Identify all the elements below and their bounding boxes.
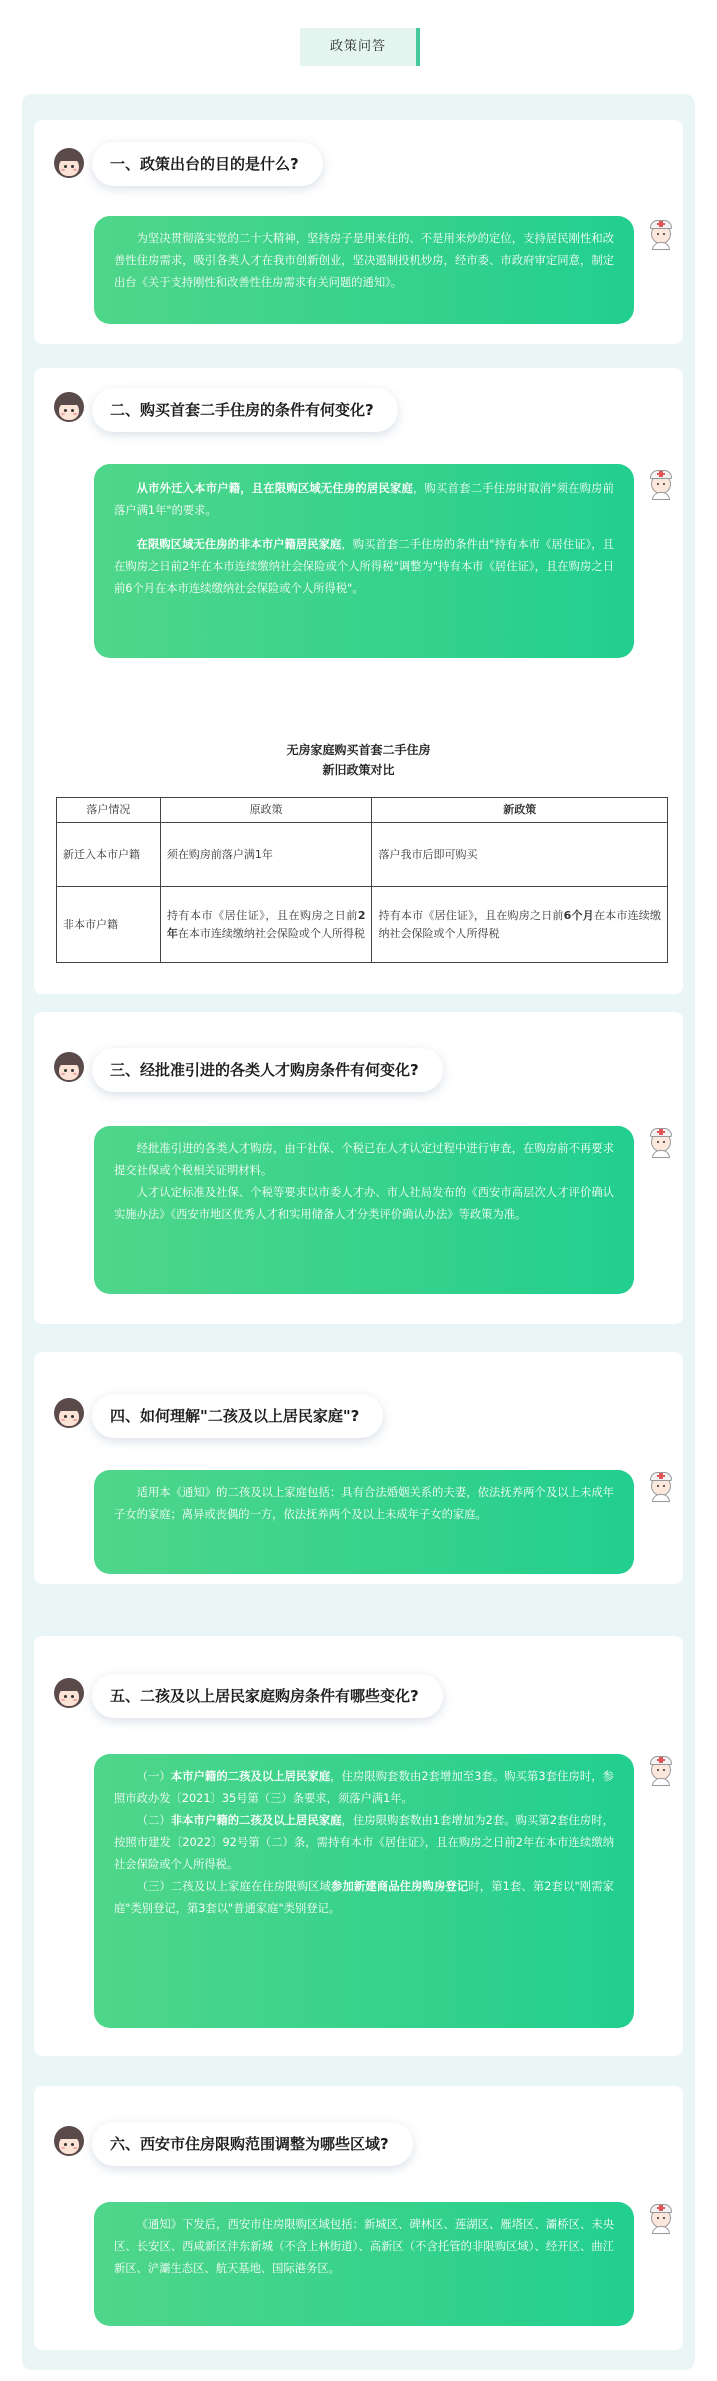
doctor-icon [648, 1756, 674, 1786]
doctor-icon [648, 1128, 674, 1158]
answer-bubble [94, 1126, 634, 1294]
answer-text: ，购买首套二手住房的条件由"持有本市《居住证》，且在购房之日前2年在本市连续缴纳社会保险或个人所得税"调整为"持有本市《居住证》，且在购房之日前6个月在本市连续缴纳社会保险或个人所得税"。 [114, 538, 614, 595]
answer-text: 经批准引进的各类人才购房，由于社保、个税已在人才认定过程中进行审查，在购房前不再要求提交社保或个税相关证明材料。 [114, 1142, 614, 1177]
answer-text: ，住房限购套数由1套增加为2套。购买第2套住房时，按照市建发〔2022〕92号第（二）条，需持有本市《居住证》，且在购房之日前2年在本市连续缴纳社会保险或个人所得税。 [114, 1814, 614, 1871]
comparison-table [56, 797, 668, 963]
answer-bubble [94, 1470, 634, 1574]
table-subtitle: 新旧政策对比 [322, 763, 395, 777]
answer-text: （二） [136, 1814, 171, 1827]
table-cell [372, 887, 668, 963]
doctor-icon [648, 2204, 674, 2234]
answer-bold-text: 从市外迁入本市户籍，且在限购区域无住房的居民家庭 [136, 482, 413, 495]
table-cell: 须在购房前落户满1年 [160, 823, 372, 887]
table-title: 无房家庭购买首套二手住房 [286, 743, 431, 757]
qa-card-6 [34, 2086, 683, 2350]
avatar-icon [54, 1678, 84, 1708]
answer-paragraph [114, 534, 614, 600]
answer-paragraph [114, 1876, 614, 1920]
qa-card-3 [34, 1012, 683, 1324]
avatar-icon [54, 1398, 84, 1428]
answer-bold-text: 在限购区域无住房的非本市户籍居民家庭 [136, 538, 342, 551]
answer-text: 为坚决贯彻落实党的二十大精神，坚持房子是用来住的、不是用来炒的定位，支持居民刚性和改善性住房需求，吸引各类人才在我市创新创业，坚决遏制投机炒房，经市委、市政府审定同意，制定出台《关于支持刚性和改善性住房需求有关问题的通知》。 [114, 232, 614, 289]
question-title: 一、政策出台的目的是什么? [92, 142, 323, 186]
answer-bold-text: 参加新建商品住房购房登记 [331, 1880, 469, 1893]
answer-paragraph [114, 478, 614, 522]
section-tag: 政策问答 [300, 28, 420, 66]
avatar-icon [54, 1052, 84, 1082]
table-header-cell: 新政策 [372, 798, 668, 823]
qa-card-1 [34, 120, 683, 344]
answer-bold-text: 非本市户籍的二孩及以上居民家庭 [170, 1814, 342, 1827]
table-row [57, 823, 668, 887]
answer-text: 《通知》下发后，西安市住房限购区域包括：新城区、碑林区、莲湖区、雁塔区、灞桥区、未央区、长安区、西咸新区沣东新城（不含上林街道）、高新区（不含托管的非限购区域）、经开区、曲江新区、浐灞生态区、航天基地、国际港务区。 [114, 2218, 614, 2275]
cell-text: 在本市连续缴纳社会保险或个人所得税 [378, 908, 662, 940]
table-cell: 新迁入本市户籍 [57, 823, 161, 887]
question-title: 四、如何理解"二孩及以上居民家庭"? [92, 1394, 383, 1438]
answer-text: ，购买首套二手住房时取消"须在购房前落户满1年"的要求。 [114, 482, 614, 517]
cell-text: 持有本市《居住证》，且在购房之日前 [166, 908, 358, 922]
table-header-cell: 原政策 [160, 798, 372, 823]
answer-bubble [94, 464, 634, 658]
answer-text: 适用本《通知》的二孩及以上家庭包括：具有合法婚姻关系的夫妻，依法抚养两个及以上未成年子女的家庭；离异或丧偶的一方，依法抚养两个及以上未成年子女的家庭。 [114, 1486, 614, 1521]
answer-bold-text: 本市户籍的二孩及以上居民家庭 [170, 1770, 331, 1783]
avatar-icon [54, 148, 84, 178]
table-cell: 落户我市后即可购买 [372, 823, 668, 887]
cell-bold-text: 2年 [166, 908, 366, 940]
cell-bold-text: 6个月 [563, 908, 594, 922]
answer-paragraph [114, 1810, 614, 1876]
avatar-icon [54, 392, 84, 422]
table-cell: 非本市户籍 [57, 887, 161, 963]
answer-paragraph [114, 1766, 614, 1810]
qa-card-4 [34, 1352, 683, 1584]
answer-text: （三）二孩及以上家庭在住房限购区域 [136, 1880, 332, 1893]
answer-text: ，住房限购套数由2套增加至3套。购买第3套住房时，参照市政办发〔2021〕35号第（三）条要求，须落户满1年。 [114, 1770, 614, 1805]
answer-text: （一） [136, 1770, 171, 1783]
answer-text: 人才认定标准及社保、个税等要求以市委人才办、市人社局发布的《西安市高层次人才评价确认实施办法》《西安市地区优秀人才和实用储备人才分类评价确认办法》等政策为准。 [114, 1186, 614, 1221]
question-title: 六、西安市住房限购范围调整为哪些区域? [92, 2122, 413, 2166]
table-cell [160, 887, 372, 963]
avatar-icon [54, 2126, 84, 2156]
doctor-icon [648, 220, 674, 250]
question-title: 五、二孩及以上居民家庭购房条件有哪些变化? [92, 1674, 443, 1718]
cell-text: 持有本市《居住证》，且在购房之日前 [378, 908, 564, 922]
qa-card-5 [34, 1636, 683, 2056]
table-header-cell: 落户情况 [57, 798, 161, 823]
doctor-icon [648, 1472, 674, 1502]
table-row [57, 887, 668, 963]
answer-bubble [94, 2202, 634, 2326]
question-title: 二、购买首套二手住房的条件有何变化? [92, 388, 398, 432]
question-title: 三、经批准引进的各类人才购房条件有何变化? [92, 1048, 443, 1092]
answer-text: 时，第1套、第2套以"刚需家庭"类别登记，第3套以"普通家庭"类别登记。 [114, 1880, 614, 1915]
answer-bubble [94, 1754, 634, 2028]
cell-text: 在本市连续缴纳社会保险或个人所得税 [177, 926, 365, 940]
answer-bubble [94, 216, 634, 324]
table-header-row [57, 798, 668, 823]
doctor-icon [648, 470, 674, 500]
